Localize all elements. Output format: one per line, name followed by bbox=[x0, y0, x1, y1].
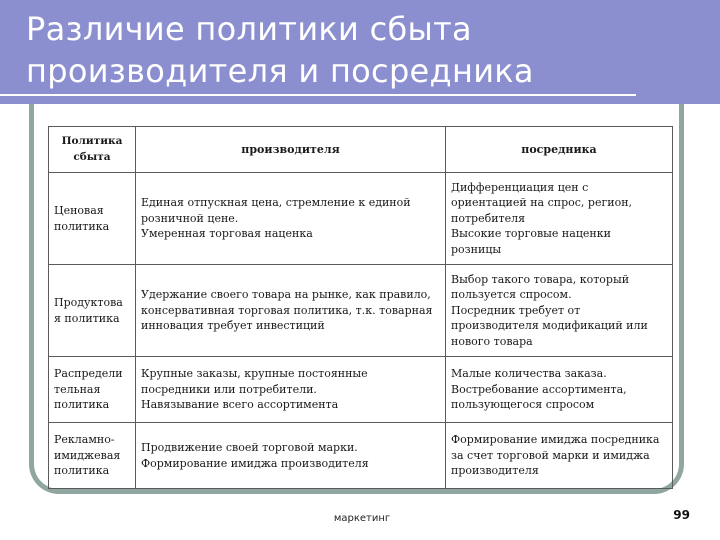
cell-line: Выбор такого товара, который bbox=[451, 272, 630, 286]
cell-line: Востребование ассортимента, bbox=[451, 382, 627, 396]
policy-comparison-table bbox=[48, 126, 673, 489]
slide-title-line-2: производителя и посредника bbox=[26, 52, 534, 90]
cell-line: инновация требует инвестиций bbox=[141, 319, 325, 333]
table-row bbox=[49, 265, 673, 357]
row-producer-cell bbox=[136, 357, 446, 423]
cell-line: пользующегося спросом bbox=[451, 398, 595, 412]
cell-line: Дифференциация цен с bbox=[451, 180, 589, 194]
cell-line: Посредник требует от bbox=[451, 303, 581, 317]
cell-line: Единая отпускная цена, стремление к единой bbox=[141, 196, 411, 210]
title-underline bbox=[0, 94, 636, 96]
cell-line: за счет торговой марки и имиджа bbox=[451, 448, 650, 462]
header-intermediary: посредника bbox=[446, 127, 673, 173]
row-intermediary-cell bbox=[446, 423, 673, 489]
cell-line: производителя bbox=[451, 464, 539, 478]
cell-line: розничной цене. bbox=[141, 211, 239, 225]
row-policy-name: Распредели тельная политика bbox=[49, 357, 136, 423]
cell-line: Формирование имиджа посредника bbox=[451, 433, 660, 447]
cell-line: нового товара bbox=[451, 334, 533, 348]
table-header-row bbox=[49, 127, 673, 173]
cell-line: Малые количества заказа. bbox=[451, 367, 607, 381]
row-producer-cell bbox=[136, 173, 446, 265]
row-policy-name: Продуктова я политика bbox=[49, 265, 136, 357]
cell-line: пользуется спросом. bbox=[451, 288, 572, 302]
cell-line: потребителя bbox=[451, 211, 526, 225]
cell-line: посредники или потребители. bbox=[141, 382, 317, 396]
row-policy-name: Ценовая политика bbox=[49, 173, 136, 265]
cell-line: производителя модификаций или bbox=[451, 319, 648, 333]
cell-line: Удержание своего товара на рынке, как правило, bbox=[141, 288, 431, 302]
header-policy-text: Политика сбыта bbox=[61, 135, 123, 163]
table-row bbox=[49, 173, 673, 265]
table-row bbox=[49, 357, 673, 423]
row-policy-name: Рекламно-имиджевая политика bbox=[49, 423, 136, 489]
title-banner-corner bbox=[636, 10, 720, 104]
row-intermediary-cell bbox=[446, 357, 673, 423]
cell-line: Высокие торговые наценки bbox=[451, 227, 611, 241]
cell-line: Продвижение своей торговой марки. bbox=[141, 441, 358, 454]
table-row bbox=[49, 423, 673, 489]
row-producer-cell bbox=[136, 423, 446, 489]
page-number: 99 bbox=[673, 508, 690, 522]
header-producer: производителя bbox=[136, 127, 446, 173]
cell-line: Формирование имиджа производителя bbox=[141, 456, 369, 470]
header-policy bbox=[49, 127, 136, 173]
cell-line: розницы bbox=[451, 242, 502, 256]
cell-line: Умеренная торговая наценка bbox=[141, 227, 313, 241]
cell-line: консервативная торговая политика, т.к. товарная bbox=[141, 303, 433, 317]
footer-subject: маркетинг bbox=[333, 513, 391, 524]
row-producer-cell bbox=[136, 265, 446, 357]
cell-line: Крупные заказы, крупные постоянные bbox=[141, 367, 368, 381]
slide-title bbox=[26, 8, 646, 92]
row-intermediary-cell bbox=[446, 173, 673, 265]
cell-line: Навязывание всего ассортимента bbox=[141, 398, 339, 412]
slide-title-line-1: Различие политики сбыта bbox=[26, 10, 472, 48]
cell-line: ориентацией на спрос, регион, bbox=[451, 196, 633, 210]
row-intermediary-cell bbox=[446, 265, 673, 357]
